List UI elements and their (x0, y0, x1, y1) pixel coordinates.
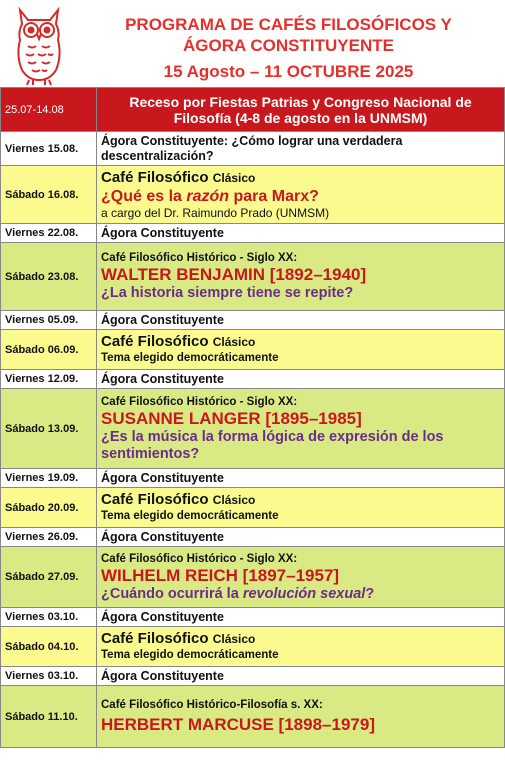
philosopher-name: WALTER BENJAMIN [1892–1940] (101, 265, 367, 284)
header (0, 0, 505, 88)
row-date: Viernes 12.09. (1, 370, 97, 389)
table-row (1, 166, 505, 224)
event-type (101, 333, 500, 351)
event-type-main: Café Filosófico (101, 333, 213, 350)
row-date: Sábado 06.09. (1, 330, 97, 370)
event-type (101, 169, 500, 187)
table-row (1, 243, 505, 311)
q-part-c: para Marx? (229, 187, 319, 205)
page-title (72, 14, 505, 56)
row-date: Sábado 23.08. (1, 243, 97, 311)
event-type (101, 630, 500, 648)
row-content (97, 330, 505, 370)
event-question-line-2: sentimientos? (101, 445, 200, 462)
row-date: Sábado 04.10. (1, 627, 97, 667)
row-content: Ágora Constituyente (97, 528, 505, 547)
table-row (1, 608, 505, 627)
event-type-main: Café Filosófico (101, 491, 213, 508)
table-row (1, 627, 505, 667)
table-row (1, 224, 505, 243)
philosopher-name: HERBERT MARCUSE [1898–1979] (101, 715, 375, 734)
event-type-suffix: Clásico (212, 632, 256, 646)
event-topic: Tema elegido democráticamente (101, 352, 279, 364)
event-header: Café Filosófico Histórico-Filosofía s. XX: (101, 699, 323, 711)
row-content (97, 389, 505, 469)
row-content (97, 627, 505, 667)
event-question (101, 187, 500, 206)
row-content: Ágora Constituyente (97, 311, 505, 330)
event-speaker: a cargo del Dr. Raimundo Prado (UNMSM) (101, 205, 330, 220)
q-part-b: razón (186, 187, 230, 205)
event-type-main: Café Filosófico (101, 168, 213, 186)
row-content (97, 243, 505, 311)
row-content: Ágora Constituyente (97, 469, 505, 488)
q-part-c: ? (365, 585, 375, 602)
table-row (1, 488, 505, 528)
row-date: Viernes 26.09. (1, 528, 97, 547)
event-header: Café Filosófico Histórico - Siglo XX: (101, 395, 298, 408)
schedule-table (0, 87, 505, 748)
row-date: Viernes 03.10. (1, 667, 97, 686)
row-date: Sábado 27.09. (1, 547, 97, 608)
row-date: Sábado 20.09. (1, 488, 97, 528)
topic-line-1: Ágora Constituyente: ¿Cómo lograr una verdadera (101, 133, 403, 148)
event-type-suffix: Clásico (212, 493, 256, 507)
table-row (1, 389, 505, 469)
event-topic: Tema elegido democráticamente (101, 649, 279, 661)
row-content: Ágora Constituyente (97, 608, 505, 627)
table-row (1, 686, 505, 748)
row-content (97, 166, 505, 224)
table-row (1, 311, 505, 330)
q-part-b: revolución sexual (242, 585, 366, 602)
table-row (1, 667, 505, 686)
event-question-line-1: ¿Es la música la forma lógica de expresión de los (101, 428, 444, 445)
row-date: Viernes 19.09. (1, 469, 97, 488)
date-range: 15 Agosto – 11 OCTUBRE 2025 (163, 62, 414, 81)
row-date: 25.07-14.08 (1, 88, 97, 132)
event-type-suffix: Clásico (212, 170, 256, 185)
row-content (97, 88, 505, 132)
row-content (97, 547, 505, 608)
table-row (1, 330, 505, 370)
table-row (1, 370, 505, 389)
philosopher-name: WILHELM REICH [1897–1957] (101, 565, 340, 585)
event-type (101, 491, 500, 509)
row-date: Sábado 11.10. (1, 686, 97, 748)
row-content: Ágora Constituyente (97, 667, 505, 686)
q-part-a: ¿Cuándo ocurrirá la (101, 585, 243, 602)
row-content (97, 686, 505, 748)
event-type-suffix: Clásico (212, 335, 256, 349)
topic-line-2: descentralización? (101, 148, 214, 163)
event-type-main: Café Filosófico (101, 630, 213, 647)
row-date: Viernes 22.08. (1, 224, 97, 243)
row-content: Ágora Constituyente (97, 370, 505, 389)
table-row (1, 88, 505, 132)
owl-icon (14, 6, 64, 86)
table-row (1, 469, 505, 488)
row-date: Viernes 05.09. (1, 311, 97, 330)
table-row (1, 132, 505, 166)
q-part-a: ¿Qué es la (101, 187, 187, 205)
row-content (97, 132, 505, 166)
row-date: Viernes 03.10. (1, 608, 97, 627)
row-content: Ágora Constituyente (97, 224, 505, 243)
row-date: Sábado 13.09. (1, 389, 97, 469)
event-header: Café Filosófico Histórico - Siglo XX: (101, 552, 298, 565)
row-date: Viernes 15.08. (1, 132, 97, 166)
event-topic: Tema elegido democráticamente (101, 510, 279, 522)
recess-line-2: Filosofía (4-8 de agosto en la UNMSM) (173, 109, 428, 126)
title-line-1: PROGRAMA DE CAFÉS FILOSÓFICOS Y (125, 15, 452, 34)
event-question: ¿La historia siempre tiene se repite? (101, 285, 354, 301)
recess-line-1: Receso por Fiestas Patrias y Congreso Nacional de (129, 93, 472, 110)
event-header: Café Filosófico Histórico - Siglo XX: (101, 252, 298, 264)
philosopher-name: SUSANNE LANGER [1895–1985] (101, 408, 362, 428)
row-date: Sábado 16.08. (1, 166, 97, 224)
table-row (1, 547, 505, 608)
title-line-2: ÁGORA CONSTITUYENTE (183, 36, 394, 55)
event-question (101, 586, 500, 603)
row-content (97, 488, 505, 528)
table-row (1, 528, 505, 547)
